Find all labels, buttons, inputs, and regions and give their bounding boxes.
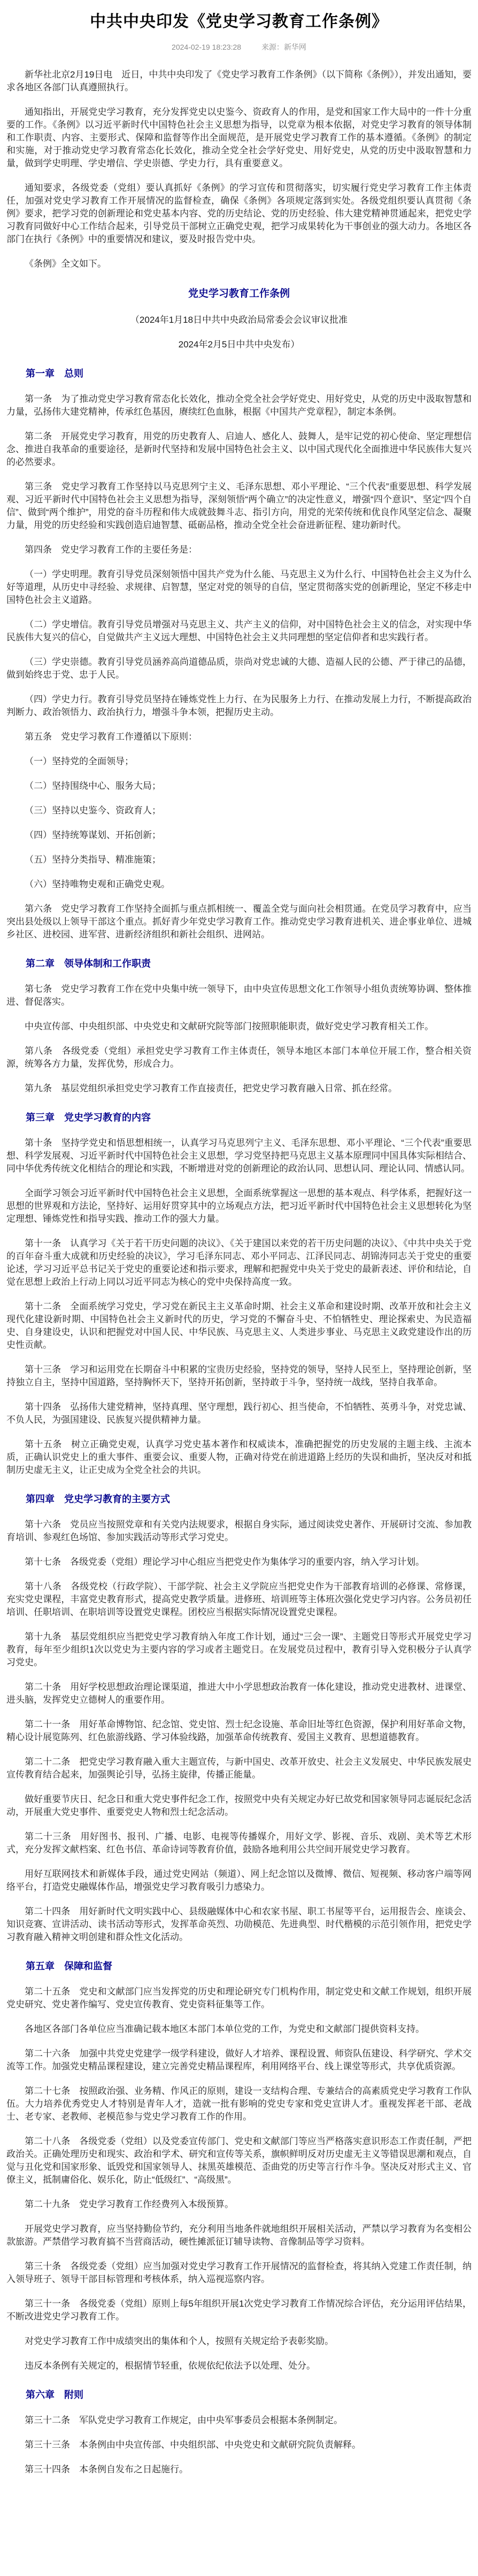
article-paragraph: 第十五条 树立正确党史观，认真学习党史基本著作和权威读本，准确把握党的历史发展的主题主线、主流本质，正确认识党史上的重大事件、重要会议、重要人物，正确对待党在前进道路上经历的失误和曲折，坚决反对和抵制历史虚无主义，让正史成为全党全社会的共识。 <box>6 1439 472 1475</box>
article-paragraph: （三）坚持以史鉴今、资政育人； <box>25 805 161 816</box>
chapter-2-body <box>6 983 472 1095</box>
article-paragraph: 对党史学习教育工作中成绩突出的集体和个人，按照有关规定给予表彰奖励。 <box>25 2336 334 2346</box>
article-paragraph: 第十二条 全面系统学习党史，学习党在新民主主义革命时期、社会主义革命和建设时期、改革开放和社会主义现代化建设新时期、中国特色社会主义新时代的历史，学习党的不懈奋斗史、不怕牺牲史、理论探索史、为民造福史、自身建设史，认识和把握党对中国人民、中华民族、马克思主义、人类进步事业、马克思主义政党建设作出的历史性贡献。 <box>6 1301 472 1350</box>
chapter-heading: 第六章 附则 <box>26 2389 83 2400</box>
chapter-heading: 第一章 总则 <box>26 368 83 379</box>
article-paragraph: 第二条 开展党史学习教育，用党的历史教育人、启迪人、感化人、鼓舞人，是牢记党的初心使命、坚定理想信念、推进自我革命的重要途径，是新时代坚持和发展中国特色社会主义、以中国式现代化全面推进中华民族伟大复兴的必然要求。 <box>6 431 472 467</box>
chapter-1-body <box>6 393 472 941</box>
publish-date: 2024-02-19 18:23:28 <box>172 42 242 51</box>
article-paragraph: 第二十一条 用好革命博物馆、纪念馆、党史馆、烈士纪念设施、革命旧址等红色资源，保护利用好革命文物，精心设计展览陈列、红色旅游线路、学习体验线路，加强革命传统教育、爱国主义教育、思想道德教育。 <box>6 1719 472 1742</box>
article-paragraph: （二）坚持围绕中心、服务大局； <box>25 780 161 791</box>
intro-paragraph: 新华社北京2月19日电 近日，中共中央印发了《党史学习教育工作条例》（以下简称《条例》），并发出通知，要求各地区各部门认真遵照执行。 <box>6 69 472 92</box>
article-paragraph: 第六条 党史学习教育工作坚持全面抓与重点抓相统一、覆盖全党与面向社会相贯通。在党员学习教育中，应当突出县处级以上领导干部这个重点。抓好青少年党史学习教育工作。推动党史学习教育进机关、进企事业单位、进城乡社区、进校园、进军营、进新经济组织和新社会组织、进网站。 <box>6 903 472 940</box>
article-paragraph: 第十一条 认真学习《关于若干历史问题的决议》、《关于建国以来党的若干历史问题的决议》、《中共中央关于党的百年奋斗重大成就和历史经验的决议》，学习毛泽东同志、邓小平同志、江泽民同志、胡锦涛同志关于党史的重要论述，学习习近平总书记关于党史的重要论述和指示要求，理解和把握党中央关于党史的最新表述、评价和结论，自觉在思想上政治上行动上同以习近平同志为核心的党中央保持高度一致。 <box>6 1238 472 1287</box>
article-paragraph: 做好重要节庆日、纪念日和重大党史事件纪念工作，按照党中央有关规定办好已故党和国家领导同志诞辰纪念活动，开展重大党史事件、重要党史人物和烈士纪念活动。 <box>6 1794 472 1817</box>
article-paragraph: 第二十二条 把党史学习教育融入重大主题宣传，与新中国史、改革开放史、社会主义发展史、中华民族发展史宣传教育结合起来，加强舆论引导，弘扬主旋律，传播正能量。 <box>6 1756 472 1780</box>
article-paragraph: 第二十五条 党史和文献部门应当发挥党的历史和理论研究专门机构作用，制定党史和文献工作规划，组织开展党史研究、党史著作编写、党史宣传教育、党史资料征集等工作。 <box>6 1986 472 2009</box>
article-paragraph: 开展党史学习教育，应当坚持勤俭节约，充分利用当地条件就地组织开展相关活动，严禁以学习教育为名变相公款旅游。严禁借学习教育搞不当营商活动，硬性摊派征订辅导读物、音像制品等学习资料。 <box>6 2223 472 2247</box>
chapter-4-body <box>6 1518 472 1944</box>
article-paragraph: 第三十条 各级党委（党组）应当加强对党史学习教育工作开展情况的监督检查，将其纳入党建工作责任制，纳入领导班子、领导干部目标管理和考核体系，纳入巡视巡察内容。 <box>6 2261 472 2284</box>
chapter-1 <box>6 366 472 941</box>
regulation-approval-line: （2024年1月18日中共中央政治局常委会会议审议批准 <box>130 314 348 325</box>
chapter-2 <box>6 956 472 1095</box>
article-paragraph: 第二十四条 用好新时代文明实践中心、县级融媒体中心和农家书屋、职工书屋等平台，运用报告会、座谈会、知识竞赛、宣讲活动、读书活动等形式，发挥革命英烈、功勋模范、先进典型、时代楷模的示范引领作用，把党史学习教育融入精神文明创建和群众性文化活动。 <box>6 1906 472 1942</box>
article-paragraph: （三）学史崇德。教育引导党员涵养高尚道德品质，崇尚对党忠诚的大德、造福人民的公德、严于律己的品德，做到始终忠于党、忠于人民。 <box>6 656 472 680</box>
article-paragraph: 第十六条 党员应当按照党章和有关党内法规要求，根据自身实际，通过阅读党史著作、开展研讨交流、参加教育培训、参观红色场馆、参加实践活动等形式学习党史。 <box>6 1519 472 1542</box>
article-paragraph: 第十四条 弘扬伟大建党精神，坚持真理、坚守理想，践行初心、担当使命，不怕牺牲、英勇斗争，对党忠诚、不负人民，为强国建设、民族复兴提供精神力量。 <box>6 1401 472 1425</box>
article-paragraph: 中央宣传部、中央组织部、中央党史和文献研究院等部门按照职能职责，做好党史学习教育相关工作。 <box>25 1021 434 1031</box>
article-paragraph: 第二十八条 各级党委（党组）以及党委宣传部门、党史和文献部门等应当严格落实意识形态工作责任制，严把政治关。正确处理历史和现实、政治和学术、研究和宣传等关系，旗帜鲜明反对历史虚无主义等错误思潮和观点，自觉与丑化党和国家形象、诋毁党和国家领导人、抹黑英雄模范、歪曲党的历史等言行作斗争。坚决反对形式主义、官僚主义，抵制庸俗化、娱乐化，防止“低级红”、“高级黑”。 <box>6 2136 472 2185</box>
article-paragraph: （二）学史增信。教育引导党员增强对马克思主义、共产主义的信仰，对中国特色社会主义的信念，对实现中华民族伟大复兴的信心，自觉做共产主义远大理想、中国特色社会主义共同理想的坚定信仰者和忠实践行者。 <box>6 619 472 642</box>
intro-paragraphs <box>6 68 472 270</box>
article-paragraph: 第十八条 各级党校（行政学院）、干部学院、社会主义学院应当把党史作为干部教育培训的必修课、常修课，充实党史课程，丰富党史教育形式，提高党史教学质量。进修班、培训班等主体班次强化党史学习内容。公务员初任培训、任职培训、在职培训等设置党史课程。团校应当根据实际情况设置党史课程。 <box>6 1581 472 1617</box>
article-paragraph: 违反本条例有关规定的，根据情节轻重，依规依纪依法予以处理、处分。 <box>25 2360 315 2371</box>
page-title: 中共中央印发《党史学习教育工作条例》 <box>90 13 388 30</box>
article-meta <box>6 42 472 52</box>
article-paragraph: （四）坚持统筹谋划、开拓创新； <box>25 829 161 840</box>
article-paragraph: 第二十六条 加强中共党史党建学一级学科建设，做好人才培养、课程设置、师资队伍建设、科学研究、学术交流等工作。加强党史精品课程建设，建立完善党史精品课程库，利用网络平台、线上课堂等形式，共享优质资源。 <box>6 2048 472 2071</box>
chapter-6 <box>6 2387 472 2476</box>
intro-paragraph: 通知指出，开展党史学习教育，充分发挥党史以史鉴今、资政育人的作用，是党和国家工作大局中的一件十分重要的工作。《条例》以习近平新时代中国特色社会主义思想为指导，以党章为根本依据，对党史学习教育的领导体制和工作职责、内容、主要形式、保障和监督等作出全面规范，是开展党史学习教育工作的基本遵循。《条例》的制定和实施，对于推动党史学习教育常态化长效化，推动全党全社会学好党史、用好党史，从党的历史中汲取智慧和力量，做到学史明理、学史增信、学史崇德、学史力行，具有重要意义。 <box>6 106 472 168</box>
chapter-3-body <box>6 1137 472 1477</box>
article-paragraph: 第十三条 学习和运用党在长期奋斗中积累的宝贵历史经验，坚持党的领导，坚持人民至上，坚持理论创新，坚持独立自主，坚持中国道路，坚持胸怀天下，坚持开拓创新，坚持敢于斗争，坚持统一战线，坚持自我革命。 <box>6 1364 472 1387</box>
chapter-4 <box>6 1492 472 1944</box>
intro-paragraph: 通知要求，各级党委（党组）要认真抓好《条例》的学习宣传和贯彻落实，切实履行党史学习教育工作主体责任，加强对党史学习教育工作开展情况的监督检查，确保《条例》各项规定落到实处。各级党组织要认真贯彻《条例》要求，把学习党的创新理论和党史基本内容、党的历史结论、党的历史经验、伟大建党精神贯通起来，把党史学习教育同做好中心工作结合起来，引导党员干部树立正确党史观，把学习成果转化为干事创业的强大动力。各地区各部门在执行《条例》中的重要情况和建议，要及时报告党中央。 <box>6 182 472 244</box>
article-paragraph: 第一条 为了推动党史学习教育常态化长效化，推动全党全社会学好党史、用好党史，从党的历史中汲取智慧和力量，弘扬伟大建党精神，传承红色基因，赓续红色血脉，根据《中国共产党章程》，制定本条例。 <box>6 393 472 417</box>
article-paragraph: 第三十三条 本条例由中央宣传部、中央组织部、中央党史和文献研究院负责解释。 <box>25 2439 361 2450</box>
article-paragraph: 用好互联网技术和新媒体手段，通过党史网站（频道）、网上纪念馆以及微博、微信、短视频、移动客户端等网络平台，打造党史融媒体作品，增强党史学习教育吸引力感染力。 <box>6 1868 472 1892</box>
chapter-heading: 第五章 保障和监督 <box>26 1960 112 1972</box>
article-paragraph: （四）学史力行。教育引导党员坚持在锤炼党性上力行、在为民服务上力行、在推动发展上力行，不断提高政治判断力、政治领悟力、政治执行力，增强斗争本领，把握历史主动。 <box>6 694 472 717</box>
article-paragraph: 第二十九条 党史学习教育工作经费列入本级预算。 <box>25 2199 234 2209</box>
article-paragraph: 第二十条 用好学校思想政治理论课渠道，推进大中小学思想政治教育一体化建设，推动党史进教材、进课堂、进头脑，发挥党史立德树人的重要作用。 <box>6 1681 472 1705</box>
article-paragraph: （一）学史明理。教育引导党员深刻领悟中国共产党为什么能、马克思主义为什么行、中国特色社会主义为什么好等道理，从历史中寻经验、求规律、启智慧，坚定对党的领导的自信，坚定贯彻落实党的创新理论，坚定不移走中国特色社会主义道路。 <box>6 569 472 605</box>
article-paragraph: 第七条 党史学习教育工作在党中央集中统一领导下，由中央宣传思想文化工作领导小组负责统筹协调、整体推进、督促落实。 <box>6 983 472 1007</box>
chapter-heading: 第四章 党史学习教育的主要方式 <box>26 1493 170 1504</box>
article-paragraph: 第十条 坚持学党史和悟思想相统一，认真学习马克思列宁主义、毛泽东思想、邓小平理论、“三个代表”重要思想、科学发展观、习近平新时代中国特色社会主义思想，学习党坚持把马克思主义基本原理同中国具体实际相结合、同中华优秀传统文化相结合的理论和实践，不断增进对党的创新理论的政治认同、思想认同、理论认同、情感认同。 <box>6 1137 472 1174</box>
regulation-approval-line: 2024年2月5日中共中央发布） <box>178 339 300 350</box>
article-paragraph: 第十七条 各级党委（党组）理论学习中心组应当把党史作为集体学习的重要内容，纳入学习计划。 <box>25 1556 425 1567</box>
chapter-5 <box>6 1959 472 2372</box>
regulation-approval <box>6 314 472 351</box>
chapter-heading: 第三章 党史学习教育的内容 <box>26 1112 151 1123</box>
article-paragraph: 第四条 党史学习教育工作的主要任务是： <box>25 544 197 555</box>
article-paragraph: 第九条 基层党组织承担党史学习教育工作直接责任，把党史学习教育融入日常、抓在经常。 <box>25 1083 397 1093</box>
article-paragraph: （一）坚持党的全面领导； <box>25 756 134 766</box>
article-paragraph: 第三十一条 各级党委（党组）原则上每5年组织开展1次党史学习教育工作情况综合评估，充分运用评估结果，不断改进党史学习教育工作。 <box>6 2298 472 2322</box>
source-name: 新华网 <box>283 42 306 51</box>
article-paragraph: 第五条 党史学习教育工作遵循以下原则： <box>25 731 197 742</box>
article-paragraph: （六）坚持唯物史观和正确党史观。 <box>25 879 170 889</box>
regulation-title: 党史学习教育工作条例 <box>188 288 290 299</box>
article-paragraph: 第三条 党史学习教育工作坚持以马克思列宁主义、毛泽东思想、邓小平理论、“三个代表”重要思想、科学发展观、习近平新时代中国特色社会主义思想为指导，深刻领悟“两个确立”的决定性意义，增强“四个意识”、坚定“四个自信”、做到“两个维护”，用党的奋斗历程和伟大成就鼓舞斗志、指引方向，用党的光荣传统和优良作风坚定信念、凝聚力量，用党的历史经验和实践创造启迪智慧、砥砺品格，推动全党全社会奋进新征程、建功新时代。 <box>6 481 472 530</box>
chapter-heading: 第二章 领导体制和工作职责 <box>26 958 151 969</box>
article-paragraph: 第十九条 基层党组织应当把党史学习教育纳入年度工作计划，通过“三会一课”、主题党日等形式开展党史学习教育，每年至少组织1次以党史为主要内容的学习或者主题党日。在发展党员过程中，教育引导入党积极分子认真学习党史。 <box>6 1631 472 1667</box>
chapter-6-body <box>6 2414 472 2476</box>
article-paragraph: 第三十二条 军队党史学习教育工作规定，由中央军事委员会根据本条例制定。 <box>25 2415 343 2425</box>
source <box>261 43 306 51</box>
article-paragraph: 各地区各部门各单位应当准确记载本地区本部门本单位党的工作，为党史和文献部门提供资料支持。 <box>25 2023 425 2034</box>
chapter-5-body <box>6 1985 472 2372</box>
article-paragraph: 全面学习领会习近平新时代中国特色社会主义思想，全面系统掌握这一思想的基本观点、科学体系，把握好这一思想的世界观和方法论，坚持好、运用好贯穿其中的立场观点方法，把习近平新时代中国特色社会主义思想转化为坚定理想、锤炼党性和指导实践、推动工作的强大力量。 <box>6 1188 472 1224</box>
article-paragraph: 第三十四条 本条例自发布之日起施行。 <box>25 2464 188 2474</box>
article-paragraph: 第二十三条 用好图书、报刊、广播、电影、电视等传播媒介，用好文学、影视、音乐、戏剧、美术等艺术形式，充分发挥文献档案、红色书信、革命诗词等教育价值，鼓励各地利用公共空间开展党史学习教育。 <box>6 1831 472 1855</box>
source-label: 来源： <box>261 42 284 51</box>
article-paragraph: （五）坚持分类指导、精准施策； <box>25 854 161 865</box>
chapter-3 <box>6 1110 472 1477</box>
article-paragraph: 第八条 各级党委（党组）承担党史学习教育工作主体责任，领导本地区本部门本单位开展工作，整合相关资源，统筹各方力量，发挥优势，形成合力。 <box>6 1045 472 1069</box>
article-paragraph: 第二十七条 按照政治强、业务精、作风正的原则，建设一支结构合理、专兼结合的高素质党史学习教育工作队伍。大力培养优秀党史人才特别是青年人才，造就一批有影响的党史专家和党史宣讲人才。重视发挥老干部、老战士、老专家、老教师、老模范参与党史学习教育工作的作用。 <box>6 2085 472 2122</box>
intro-paragraph: 《条例》全文如下。 <box>25 258 106 269</box>
